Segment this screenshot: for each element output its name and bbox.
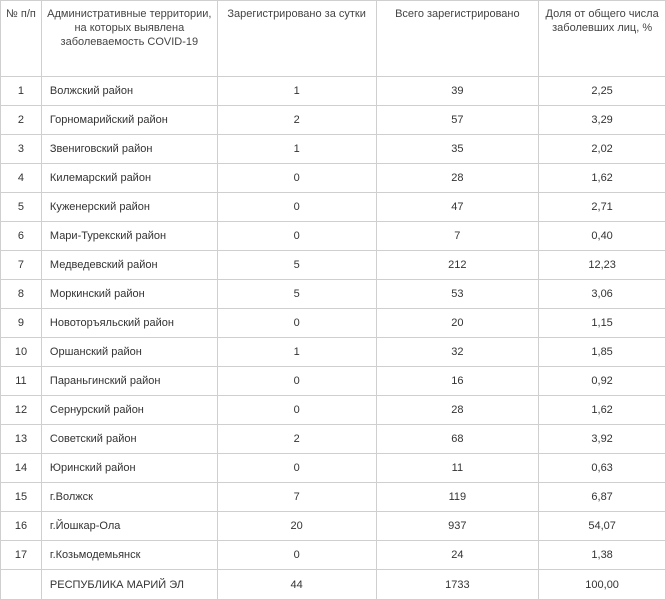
row-num: 1: [1, 77, 42, 106]
row-territory: Оршанский район: [41, 338, 217, 367]
row-total: 28: [376, 164, 539, 193]
row-num: 14: [1, 454, 42, 483]
row-territory: Новоторъяльский район: [41, 309, 217, 338]
row-territory: Волжский район: [41, 77, 217, 106]
row-per-day: 20: [217, 512, 376, 541]
table-row: [1, 280, 666, 309]
row-num: 8: [1, 280, 42, 309]
table-row: [1, 425, 666, 454]
row-share: 2,71: [539, 193, 666, 222]
table-row: [1, 367, 666, 396]
row-share: 1,62: [539, 396, 666, 425]
row-total: 47: [376, 193, 539, 222]
row-territory: Куженерский район: [41, 193, 217, 222]
row-share: 6,87: [539, 483, 666, 512]
header-total: Всего зарегистрировано: [376, 1, 539, 77]
row-total: 11: [376, 454, 539, 483]
row-total: 937: [376, 512, 539, 541]
row-per-day: 0: [217, 454, 376, 483]
total-name: РЕСПУБЛИКА МАРИЙ ЭЛ: [41, 570, 217, 600]
row-share: 0,63: [539, 454, 666, 483]
header-per-day: Зарегистрировано за сутки: [217, 1, 376, 77]
row-per-day: 0: [217, 222, 376, 251]
row-per-day: 0: [217, 309, 376, 338]
header-num: № п/п: [1, 1, 42, 77]
row-share: 1,85: [539, 338, 666, 367]
row-total: 57: [376, 106, 539, 135]
table-row: [1, 454, 666, 483]
table-row: [1, 164, 666, 193]
row-territory: Мари-Турекский район: [41, 222, 217, 251]
row-per-day: 2: [217, 106, 376, 135]
row-total: 16: [376, 367, 539, 396]
row-num: 6: [1, 222, 42, 251]
table-row: [1, 106, 666, 135]
row-per-day: 2: [217, 425, 376, 454]
row-total: 68: [376, 425, 539, 454]
row-share: 1,15: [539, 309, 666, 338]
table-row: [1, 251, 666, 280]
row-num: 13: [1, 425, 42, 454]
row-per-day: 0: [217, 367, 376, 396]
row-share: 3,29: [539, 106, 666, 135]
row-num: 15: [1, 483, 42, 512]
row-num: 4: [1, 164, 42, 193]
row-total: 212: [376, 251, 539, 280]
total-total: 1733: [376, 570, 539, 600]
row-per-day: 0: [217, 193, 376, 222]
total-row: [1, 570, 666, 600]
table-row: [1, 222, 666, 251]
row-share: 3,92: [539, 425, 666, 454]
row-share: 3,06: [539, 280, 666, 309]
row-per-day: 1: [217, 77, 376, 106]
header-share: Доля от общего числа заболевших лиц, %: [539, 1, 666, 77]
row-num: 9: [1, 309, 42, 338]
row-share: 1,38: [539, 541, 666, 570]
row-territory: Горномарийский район: [41, 106, 217, 135]
row-territory: г.Волжск: [41, 483, 217, 512]
row-per-day: 5: [217, 251, 376, 280]
row-total: 32: [376, 338, 539, 367]
row-territory: Килемарский район: [41, 164, 217, 193]
row-territory: Параньгинский район: [41, 367, 217, 396]
header-territory: Административные территории, на которых выявлена заболеваемость COVID-19: [41, 1, 217, 77]
row-total: 28: [376, 396, 539, 425]
row-territory: Моркинский район: [41, 280, 217, 309]
row-territory: Звениговский район: [41, 135, 217, 164]
row-territory: Сернурский район: [41, 396, 217, 425]
row-share: 0,40: [539, 222, 666, 251]
header-row: [1, 1, 666, 77]
row-num: 7: [1, 251, 42, 280]
total-num: [1, 570, 42, 600]
row-share: 2,25: [539, 77, 666, 106]
table-row: [1, 77, 666, 106]
row-total: 39: [376, 77, 539, 106]
table-row: [1, 512, 666, 541]
table-row: [1, 309, 666, 338]
total-per-day: 44: [217, 570, 376, 600]
table-row: [1, 483, 666, 512]
row-num: 5: [1, 193, 42, 222]
row-total: 7: [376, 222, 539, 251]
row-per-day: 7: [217, 483, 376, 512]
row-share: 0,92: [539, 367, 666, 396]
table-row: [1, 541, 666, 570]
row-total: 119: [376, 483, 539, 512]
row-territory: г.Йошкар-Ола: [41, 512, 217, 541]
row-num: 16: [1, 512, 42, 541]
row-per-day: 1: [217, 338, 376, 367]
row-share: 1,62: [539, 164, 666, 193]
row-territory: г.Козьмодемьянск: [41, 541, 217, 570]
row-total: 35: [376, 135, 539, 164]
row-num: 10: [1, 338, 42, 367]
row-num: 3: [1, 135, 42, 164]
row-total: 24: [376, 541, 539, 570]
table-row: [1, 338, 666, 367]
row-territory: Советский район: [41, 425, 217, 454]
row-total: 53: [376, 280, 539, 309]
row-num: 2: [1, 106, 42, 135]
row-territory: Юринский район: [41, 454, 217, 483]
row-per-day: 0: [217, 164, 376, 193]
row-num: 12: [1, 396, 42, 425]
table-row: [1, 135, 666, 164]
table-row: [1, 193, 666, 222]
row-share: 12,23: [539, 251, 666, 280]
table-row: [1, 396, 666, 425]
row-num: 17: [1, 541, 42, 570]
total-share: 100,00: [539, 570, 666, 600]
row-territory: Медведевский район: [41, 251, 217, 280]
row-share: 2,02: [539, 135, 666, 164]
row-per-day: 1: [217, 135, 376, 164]
row-per-day: 5: [217, 280, 376, 309]
row-per-day: 0: [217, 396, 376, 425]
row-total: 20: [376, 309, 539, 338]
row-per-day: 0: [217, 541, 376, 570]
row-share: 54,07: [539, 512, 666, 541]
row-num: 11: [1, 367, 42, 396]
